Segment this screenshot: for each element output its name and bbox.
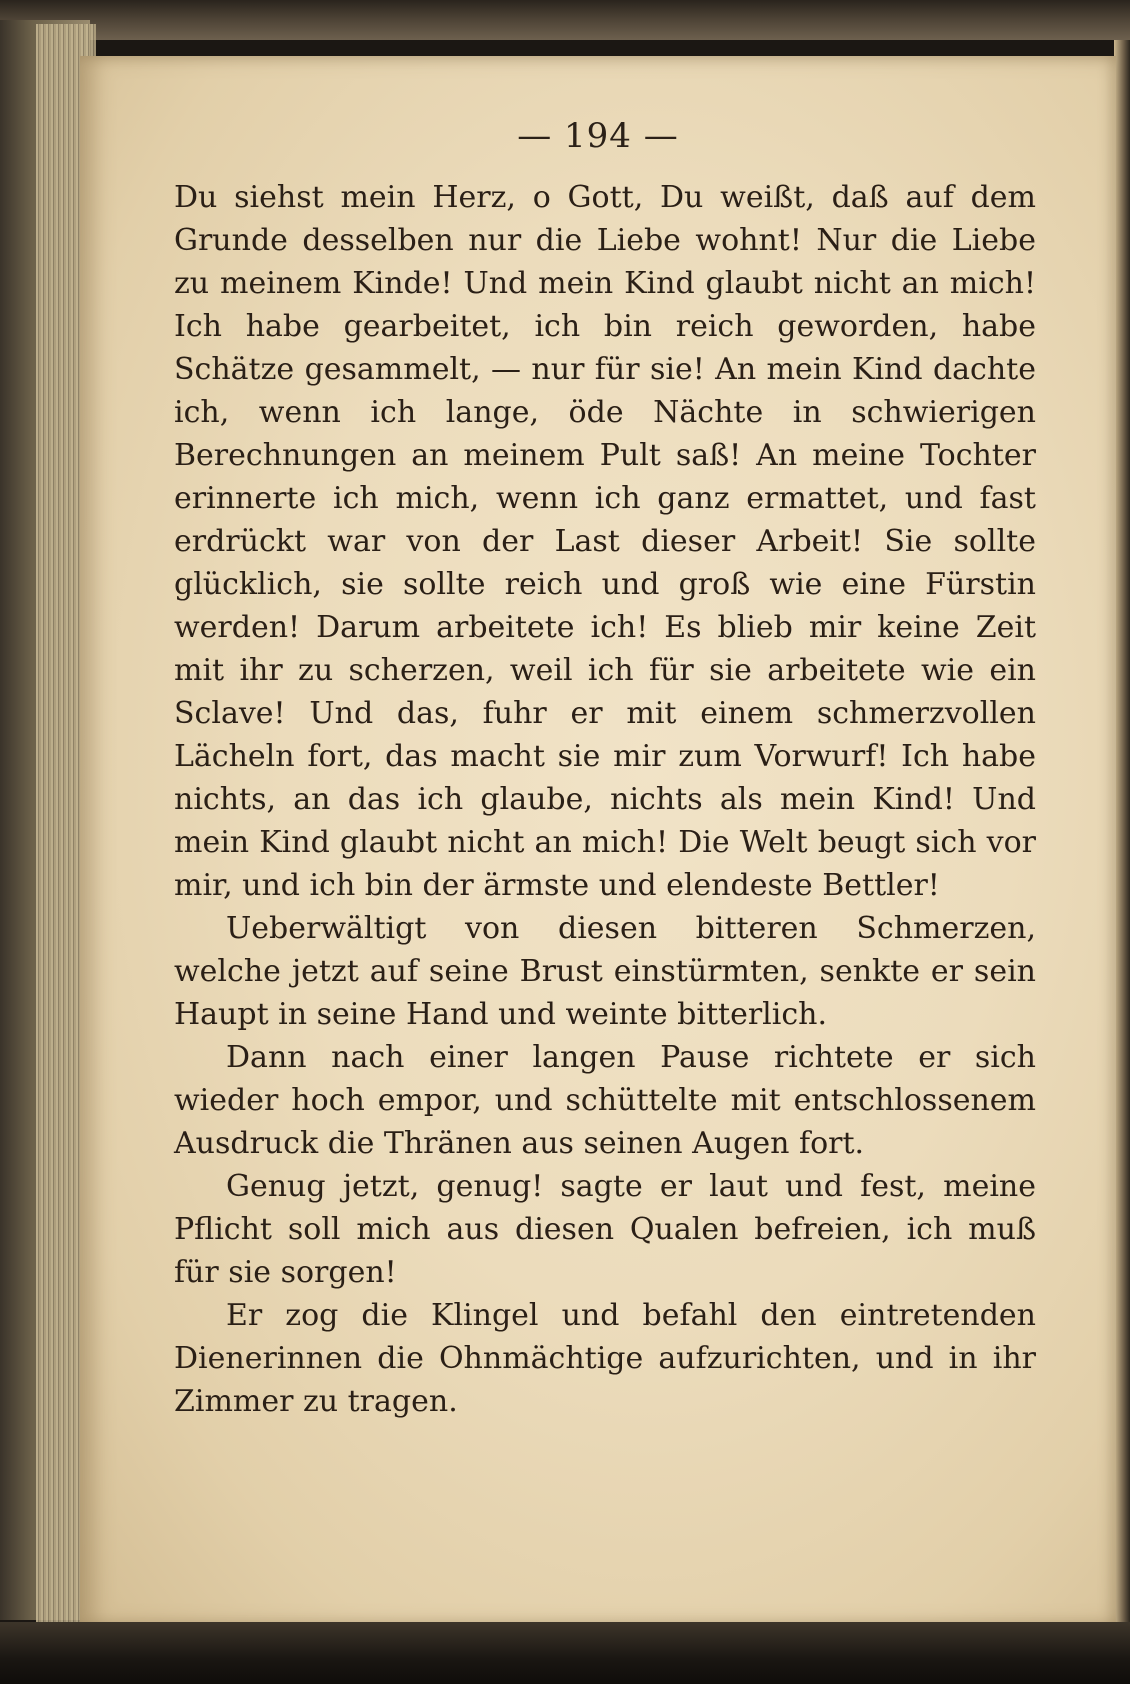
- paragraph-5: Er zog die Klingel und befahl den eintretenden Dienerinnen die Ohnmächtige aufzurichten, und in ihr Zimmer zu tragen.: [174, 1298, 1036, 1419]
- paragraph-3: Dann nach einer langen Pause richtete er sich wieder hoch empor, und schüttelte mit entschlossenem Ausdruck die Thränen aus seinen Augen fort.: [174, 1040, 1036, 1161]
- paper-page: [80, 56, 1116, 1626]
- paragraph-1: Du siehst mein Herz, o Gott, Du weißt, daß auf dem Grunde desselben nur die Liebe wohnt! Nur die Liebe zu meinem Kinde! Und mein Kind glaubt nicht an mich! Ich habe gearbeitet, ich bin reich geworden, habe Schätze gesammelt, — nur für sie! An mein Kind dachte ich, wenn ich lange, öde Nächte in schwierigen Berechnungen an meinem Pult saß! An meine Tochter erinnerte ich mich, wenn ich ganz ermattet, und fast erdrückt war von der Last dieser Arbeit! Sie sollte glücklich, sie sollte reich und groß wie eine Fürstin werden! Darum arbeitete ich! Es blieb mir keine Zeit mit ihr zu scherzen, weil ich für sie arbeitete wie ein Sclave! Und das, fuhr er mit einem schmerzvollen Lächeln fort, das macht sie mir zum Vorwurf! Ich habe nichts, an das ich glaube, nichts als mein Kind! Und mein Kind glaubt nicht an mich! Die Welt beugt sich vor mir, und ich bin der ärmste und elendeste Bettler!: [174, 180, 1036, 903]
- right-page-edge: [1114, 40, 1130, 1640]
- bottom-page-edge: [0, 1622, 1130, 1684]
- top-page-edge: [0, 0, 1130, 40]
- paragraph-2: Ueberwältigt von diesen bitteren Schmerzen, welche jetzt auf seine Brust einstürmten, senkte er sein Haupt in seine Hand und weinte bitterlich.: [174, 911, 1036, 1032]
- paragraph-4: Genug jetzt, genug! sagte er laut und fest, meine Pflicht soll mich aus diesen Qualen befreien, ich muß für sie sorgen!: [174, 1169, 1036, 1290]
- body-text: [174, 176, 1036, 1423]
- page-number: — 194 —: [517, 116, 679, 156]
